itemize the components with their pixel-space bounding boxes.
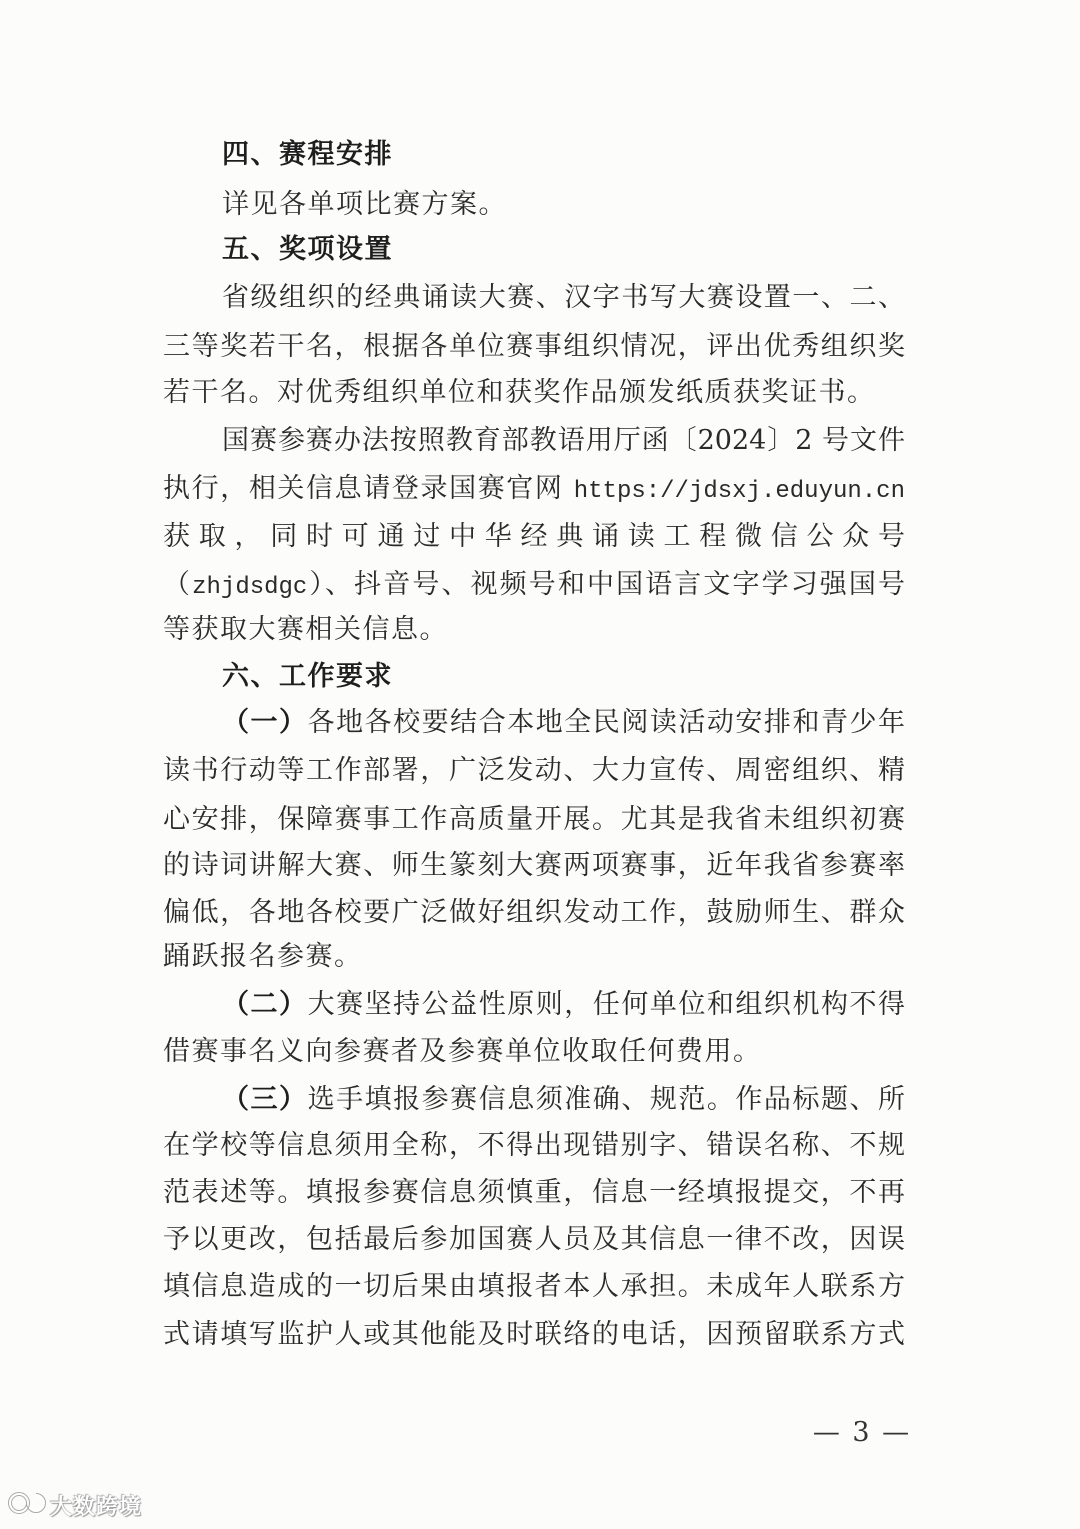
paragraph-line: 等获取大赛相关信息。 <box>163 614 448 645</box>
paragraph-line: 填信息造成的一切后果由填报者本人承担。未成年人联系方 <box>163 1271 905 1302</box>
paragraph-line: 心安排，保障赛事工作高质量开展。尤其是我省未组织初赛 <box>163 804 905 835</box>
paragraph-line: 详见各单项比赛方案。 <box>222 189 507 220</box>
paragraph-line <box>163 566 905 604</box>
page-number: — 3 — <box>812 1417 912 1448</box>
paragraph-line: 踊跃报名参赛。 <box>163 941 363 972</box>
paragraph-text: 大赛坚持公益性原则，任何单位和组织机构不得 <box>307 989 906 1020</box>
official-website-url: https://jdsxj.eduyun.cn <box>573 478 905 505</box>
section-heading-awards: 五、奖项设置 <box>222 234 393 265</box>
paragraph-line: 予以更改，包括最后参加国赛人员及其信息一律不改，因误 <box>163 1224 905 1255</box>
paragraph-line: 范表述等。填报参赛信息须慎重，信息一经填报提交，不再 <box>163 1177 905 1208</box>
item-label: （二） <box>222 989 308 1020</box>
paragraph-line: 的诗词讲解大赛、师生篆刻大赛两项赛事，近年我省参赛率 <box>163 850 905 881</box>
paragraph-line: 式请填写监护人或其他能及时联络的电话，因预留联系方式 <box>163 1319 905 1350</box>
paragraph-line: 获取，同时可通过中华经典诵读工程微信公众号 <box>163 521 905 552</box>
watermark <box>6 1488 142 1522</box>
paragraph-line: 借赛事名义向参赛者及参赛单位收取任何费用。 <box>163 1036 762 1067</box>
paragraph-line: 三等奖若干名，根据各单位赛事组织情况，评出优秀组织奖 <box>163 331 905 362</box>
paragraph-line: 读书行动等工作部署，广泛发动、大力宣传、周密组织、精 <box>163 755 905 786</box>
paragraph-text: （ <box>163 569 193 600</box>
brand-logo-icon <box>6 1487 46 1523</box>
paragraph-line <box>163 470 905 508</box>
item-first-line <box>222 1081 905 1119</box>
paragraph-text: 各地各校要结合本地全民阅读活动安排和青少年 <box>307 707 906 738</box>
paragraph-line: 省级组织的经典诵读大赛、汉字书写大赛设置一、二、 <box>222 282 905 313</box>
item-label: （三） <box>222 1084 308 1115</box>
section-heading-schedule: 四、赛程安排 <box>222 139 393 170</box>
paragraph-line: 若干名。对优秀组织单位和获奖作品颁发纸质获奖证书。 <box>163 377 876 408</box>
item-label: （一） <box>222 707 308 738</box>
paragraph-text: ）、抖音号、视频号和中国语言文字学习强国号 <box>307 569 906 600</box>
item-first-line <box>222 704 905 742</box>
section-heading-requirements: 六、工作要求 <box>222 661 393 692</box>
paragraph-line: 国赛参赛办法按照教育部教语用厅函〔2024〕2 号文件 <box>222 425 905 456</box>
watermark-text: 大数跨境 <box>50 1494 143 1520</box>
item-first-line <box>222 986 905 1024</box>
paragraph-text: 选手填报参赛信息须准确、规范。作品标题、所 <box>307 1084 906 1115</box>
paragraph-line: 偏低，各地各校要广泛做好组织发动工作，鼓励师生、群众 <box>163 897 905 928</box>
paragraph-line: 在学校等信息须用全称，不得出现错别字、错误名称、不规 <box>163 1130 905 1161</box>
wechat-account-id: zhjdsdgc <box>192 574 308 601</box>
paragraph-text: 执行，相关信息请登录国赛官网 <box>163 473 574 504</box>
